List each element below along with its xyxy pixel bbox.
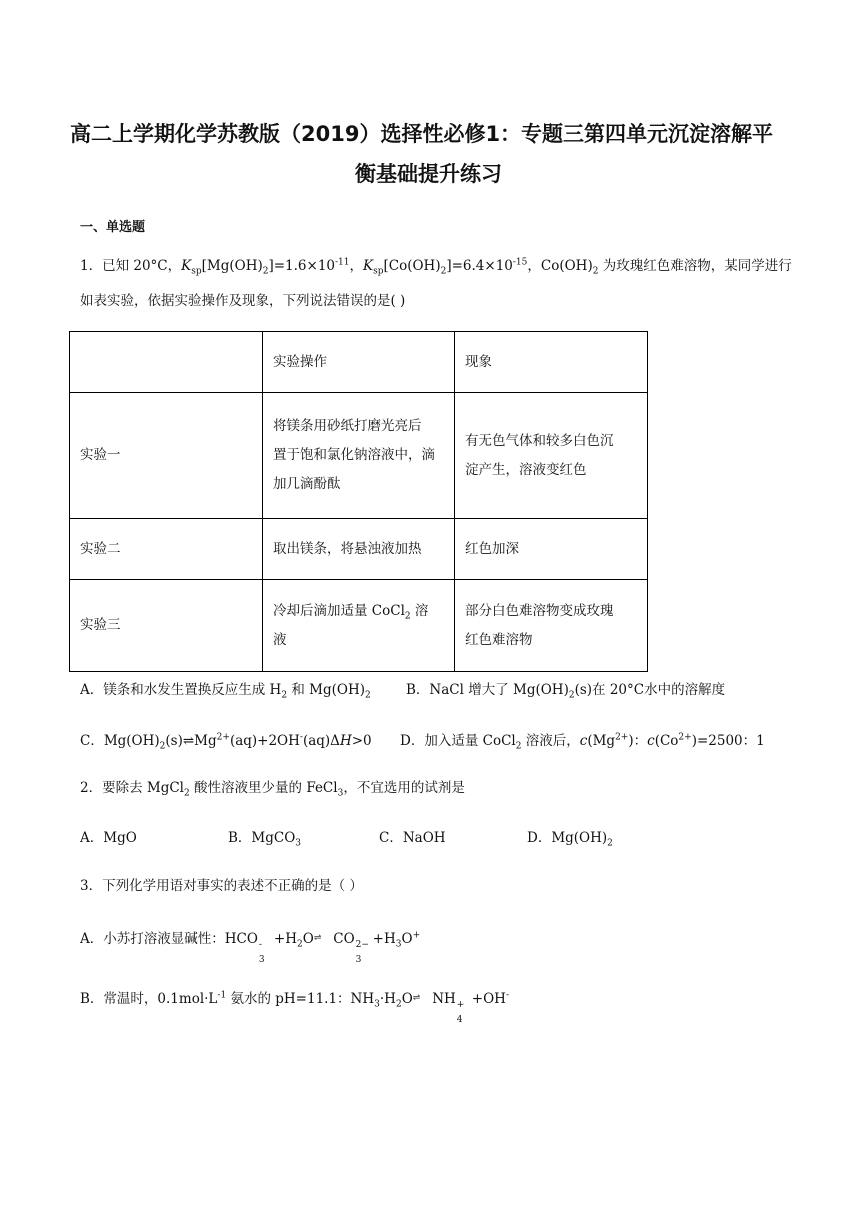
q3-option-b: B．常温时，$0.1mol\cdot L^{-1}$ 氨水的 pH=11.1：$NH_3\cdot H_2O\rightleftharpoons$ NH + 4 +OH- [80,989,509,1011]
doc-title-line1: 高二上学期化学苏教版（2019）选择性必修1：专题三第四单元沉淀溶解平 [70,122,774,146]
section-heading: 一、单选题 [80,220,146,235]
table-cell-name: 实验三 [70,580,263,672]
q3-option-a: A．小苏打溶液显碱性：HCO - 3 $+H_2O\rightleftharpoons$ CO 2− 3 $+H_3O^+$ [80,929,420,951]
q2-option-c: C．NaOH [379,830,446,846]
experiment-table [69,331,648,672]
equilibrium-arrow-icon: ⇌ [313,933,321,943]
table-cell-operation: 冷却后滴加适量 CoCl$_2$ 溶 液 [263,580,455,672]
q2-option-a: A．MgO [80,830,137,846]
table-cell-phenomenon: 红色加深 [455,519,648,580]
q1-option-d: D．加入适量 CoCl$_2$ 溶液后，$c(Mg^{2+})$：$c(Co^{2+})=2500$：1 [400,732,765,752]
q2-option-b: B．MgCO$_3$ [228,830,302,849]
table-cell-phenomenon: 部分白色难溶物变成玫瑰 红色难溶物 [455,580,648,672]
table-cell-operation: 将镁条用砂纸打磨光亮后 置于饱和氯化钠溶液中，滴 加几滴酚酞 [263,393,455,519]
table-header-row [70,332,648,393]
q2-option-d: D．$Mg(OH)_2$ [527,830,613,849]
equilibrium-arrow-icon: ⇌ [412,993,420,1003]
table-header-cell [70,332,263,393]
table-cell-name: 实验一 [70,393,263,519]
q2-stem: 2．要除去 MgCl$_2$ 酸性溶液里少量的 FeCl$_3$，不宜选用的试剂是 [80,780,465,799]
table-cell-name: 实验二 [70,519,263,580]
table-row [70,393,648,519]
table-header-cell: 实验操作 [263,332,455,393]
q1-stem-line1: 1．已知 20°C，$K_{sp}[Mg(OH)_2]=1.6\times 10^{-11}$，$K_{sp}[Co(OH)_2]=6.4\times 10^{-15}$，$Co(OH)_2$ 为玫瑰红色难溶物，某同学进行 [80,257,792,277]
table-header-cell: 现象 [455,332,648,393]
q1-option-a: A．镁条和水发生置换反应生成 $H_2$ 和 $Mg(OH)_2$ [80,682,371,701]
q1-stem-line2: 如表实验，依据实验操作及现象，下列说法错误的是( ) [80,293,406,309]
table-cell-operation: 取出镁条，将悬浊液加热 [263,519,455,580]
q1-option-b: B．NaCl 增大了 $Mg(OH)_2(s)$在 20°C水中的溶解度 [406,682,726,701]
table-row [70,580,648,672]
q1-option-c: C．$Mg(OH)_2(s)\rightleftharpoons Mg^{2+}(aq)+2OH^-(aq)\Delta H>0$ [80,732,372,752]
table-row [70,519,648,580]
q3-stem: 3．下列化学用语对事实的表述不正确的是（ ） [80,878,363,894]
doc-title-line2: 衡基础提升练习 [355,162,502,186]
table-cell-phenomenon: 有无色气体和较多白色沉 淀产生，溶液变红色 [455,393,648,519]
